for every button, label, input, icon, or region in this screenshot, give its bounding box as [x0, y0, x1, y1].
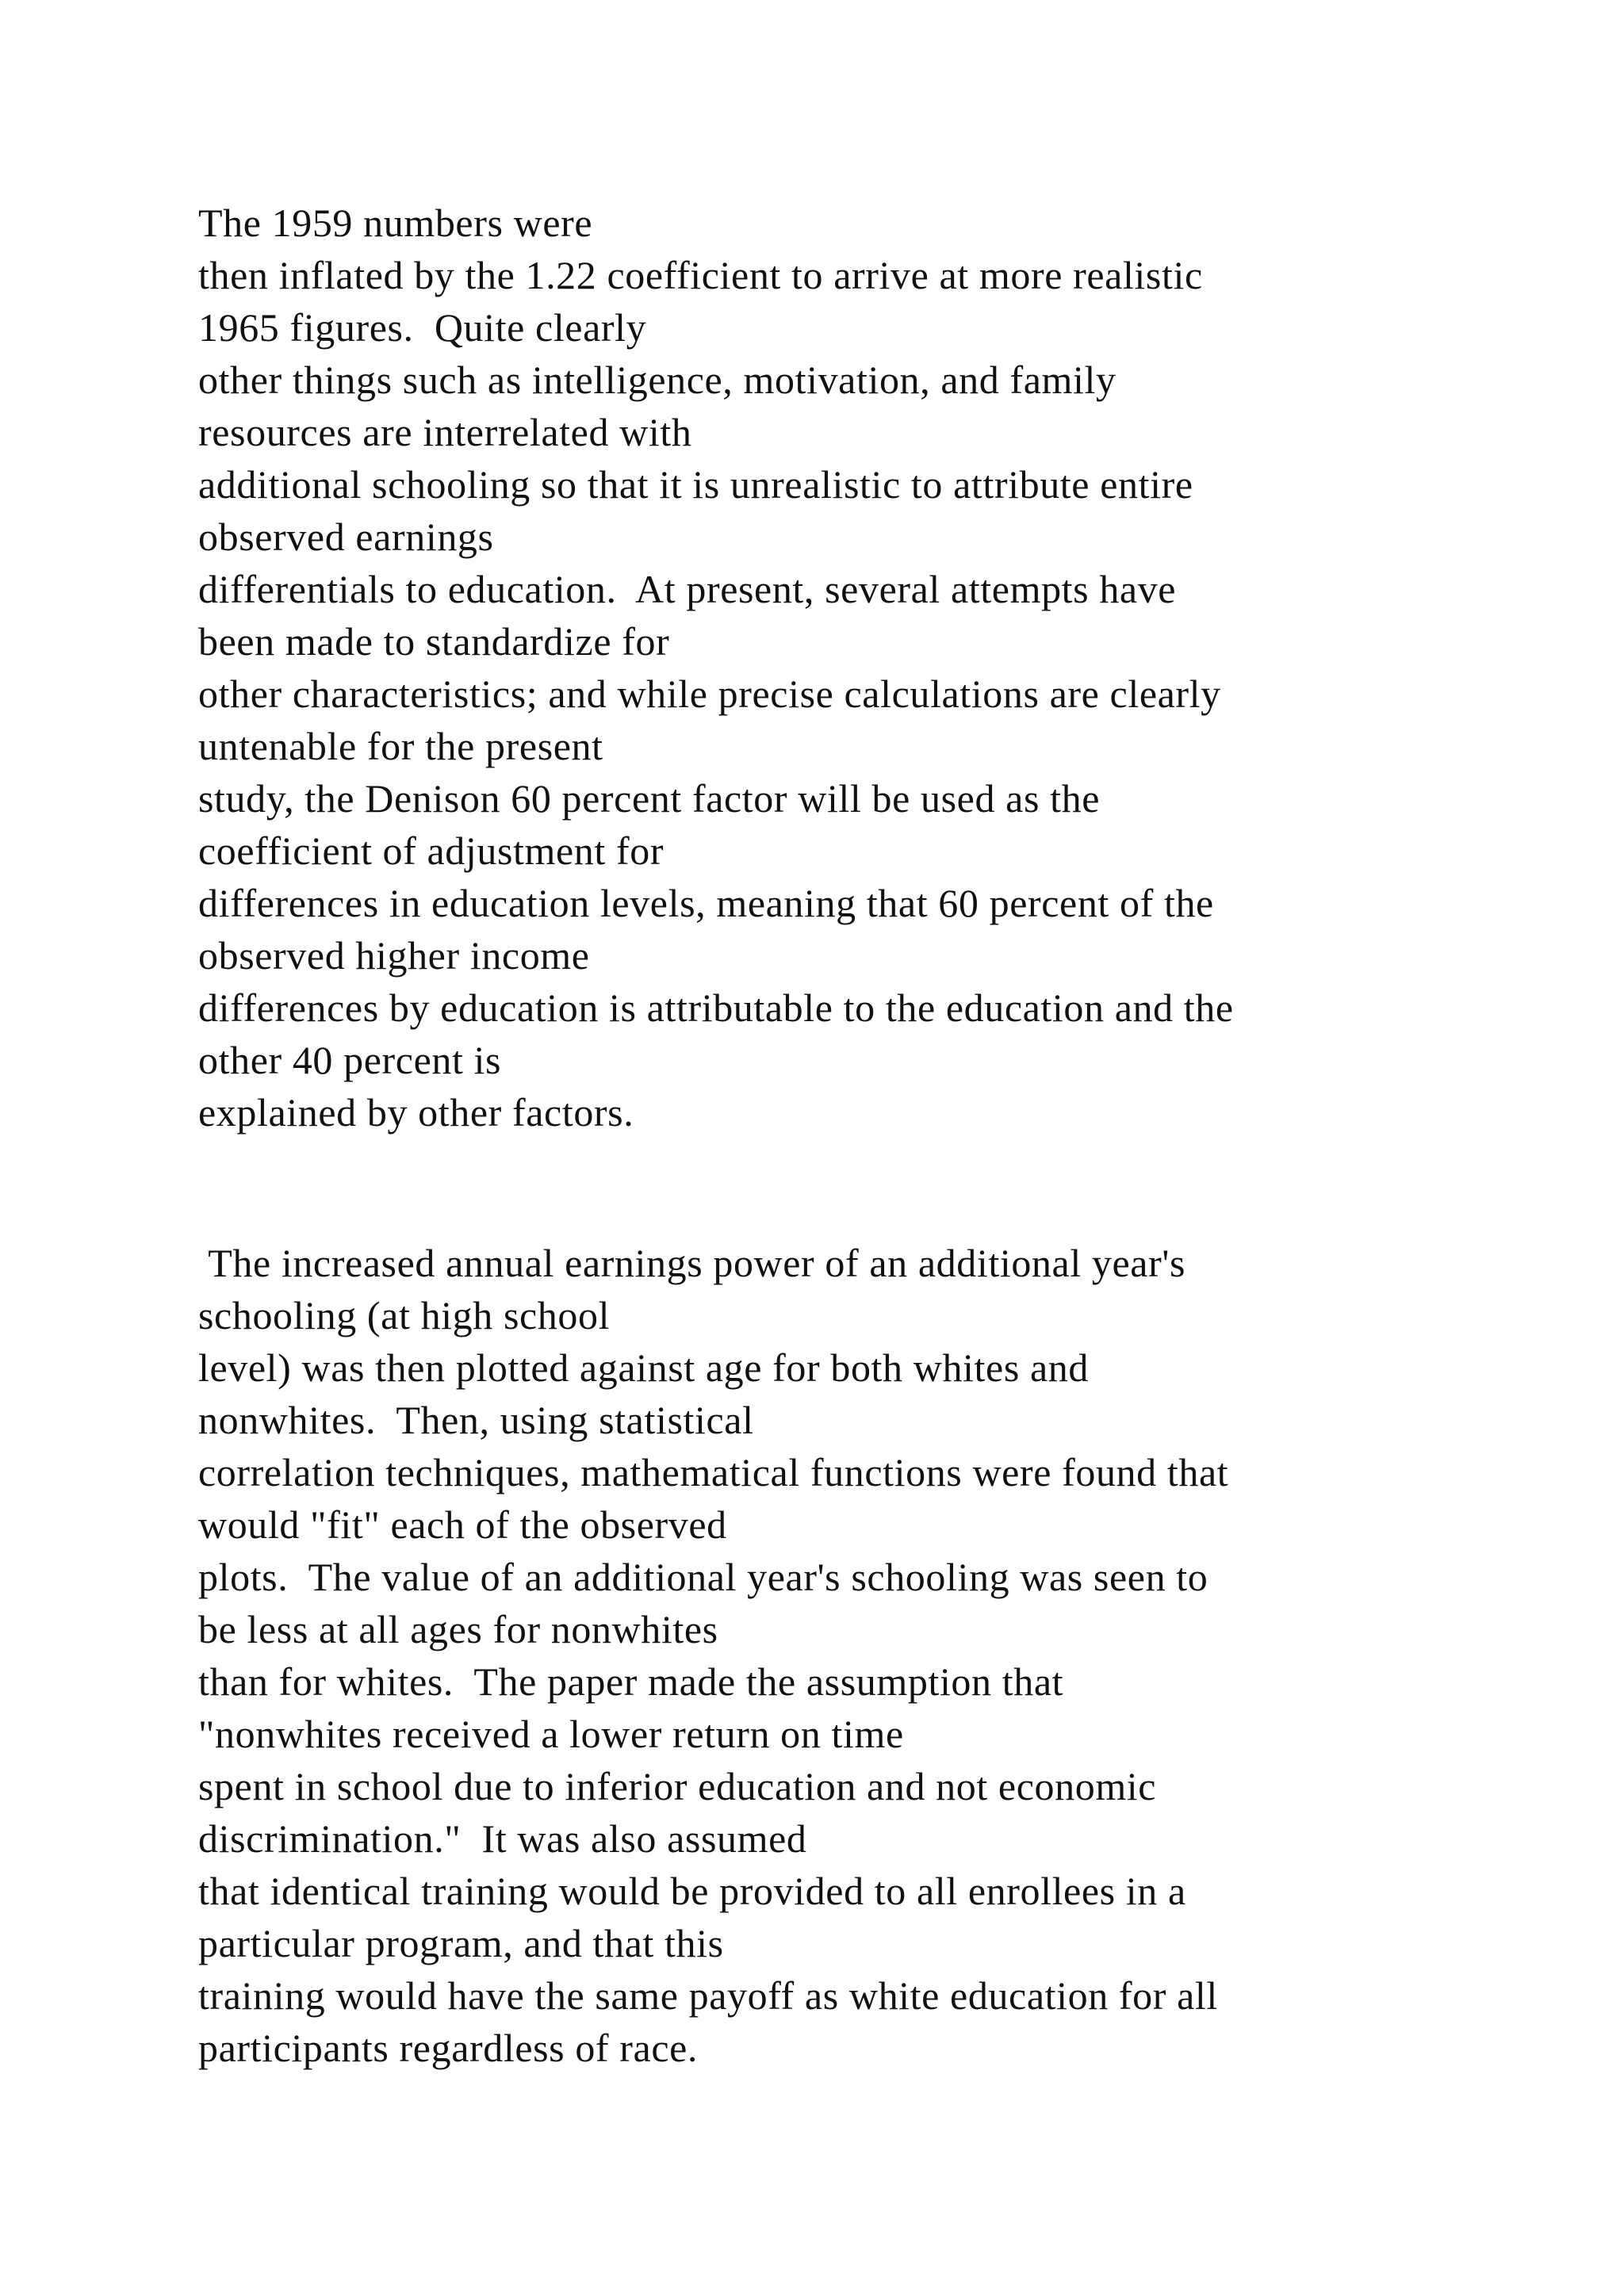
text-line: than for whites. The paper made the assumption that — [198, 1659, 1064, 1704]
text-line: then inflated by the 1.22 coefficient to arrive at more realistic — [198, 253, 1203, 297]
text-line: discrimination." It was also assumed — [198, 1816, 807, 1861]
text-line: correlation techniques, mathematical functions were found that — [198, 1450, 1229, 1494]
text-line: study, the Denison 60 percent factor will be used as the — [198, 776, 1100, 821]
text-line: been made to standardize for — [198, 619, 670, 664]
text-line: participants regardless of race. — [198, 2026, 699, 2070]
text-line: nonwhites. Then, using statistical — [198, 1398, 754, 1442]
text-line: would "fit" each of the observed — [198, 1502, 727, 1547]
text-line: other characteristics; and while precise calculations are clearly — [198, 672, 1221, 716]
text-line: The 1959 numbers were — [198, 201, 593, 245]
paragraph-1 — [198, 197, 1546, 1138]
text-line: be less at all ages for nonwhites — [198, 1607, 718, 1651]
text-line: spent in school due to inferior education and not economic — [198, 1764, 1157, 1808]
text-line: untenable for the present — [198, 724, 603, 768]
text-line: differences by education is attributable to the education and the — [198, 985, 1234, 1030]
text-line: additional schooling so that it is unrealistic to attribute entire — [198, 462, 1193, 507]
text-line: 1965 figures. Quite clearly — [198, 305, 647, 350]
text-line: that identical training would be provided to all enrollees in a — [198, 1869, 1186, 1913]
text-line: explained by other factors. — [198, 1090, 634, 1135]
text-line: training would have the same payoff as white education for all — [198, 1973, 1218, 2018]
text-line: level) was then plotted against age for both whites and — [198, 1345, 1089, 1390]
text-line: "nonwhites received a lower return on time — [198, 1712, 904, 1756]
paragraph-2 — [198, 1237, 1546, 2074]
text-line: other things such as intelligence, motivation, and family — [198, 358, 1116, 402]
text-line: The increased annual earnings power of an additional year's — [198, 1241, 1186, 1285]
text-line: observed earnings — [198, 515, 494, 559]
text-line: coefficient of adjustment for — [198, 828, 665, 873]
text-line: differentials to education. At present, several attempts have — [198, 567, 1177, 611]
text-line: observed higher income — [198, 933, 590, 978]
text-line: plots. The value of an additional year's schooling was seen to — [198, 1555, 1208, 1599]
text-line: schooling (at high school — [198, 1293, 611, 1337]
text-line: resources are interrelated with — [198, 410, 692, 454]
text-line: other 40 percent is — [198, 1038, 502, 1082]
text-line: differences in education levels, meaning that 60 percent of the — [198, 881, 1214, 925]
text-line: particular program, and that this — [198, 1921, 724, 1965]
